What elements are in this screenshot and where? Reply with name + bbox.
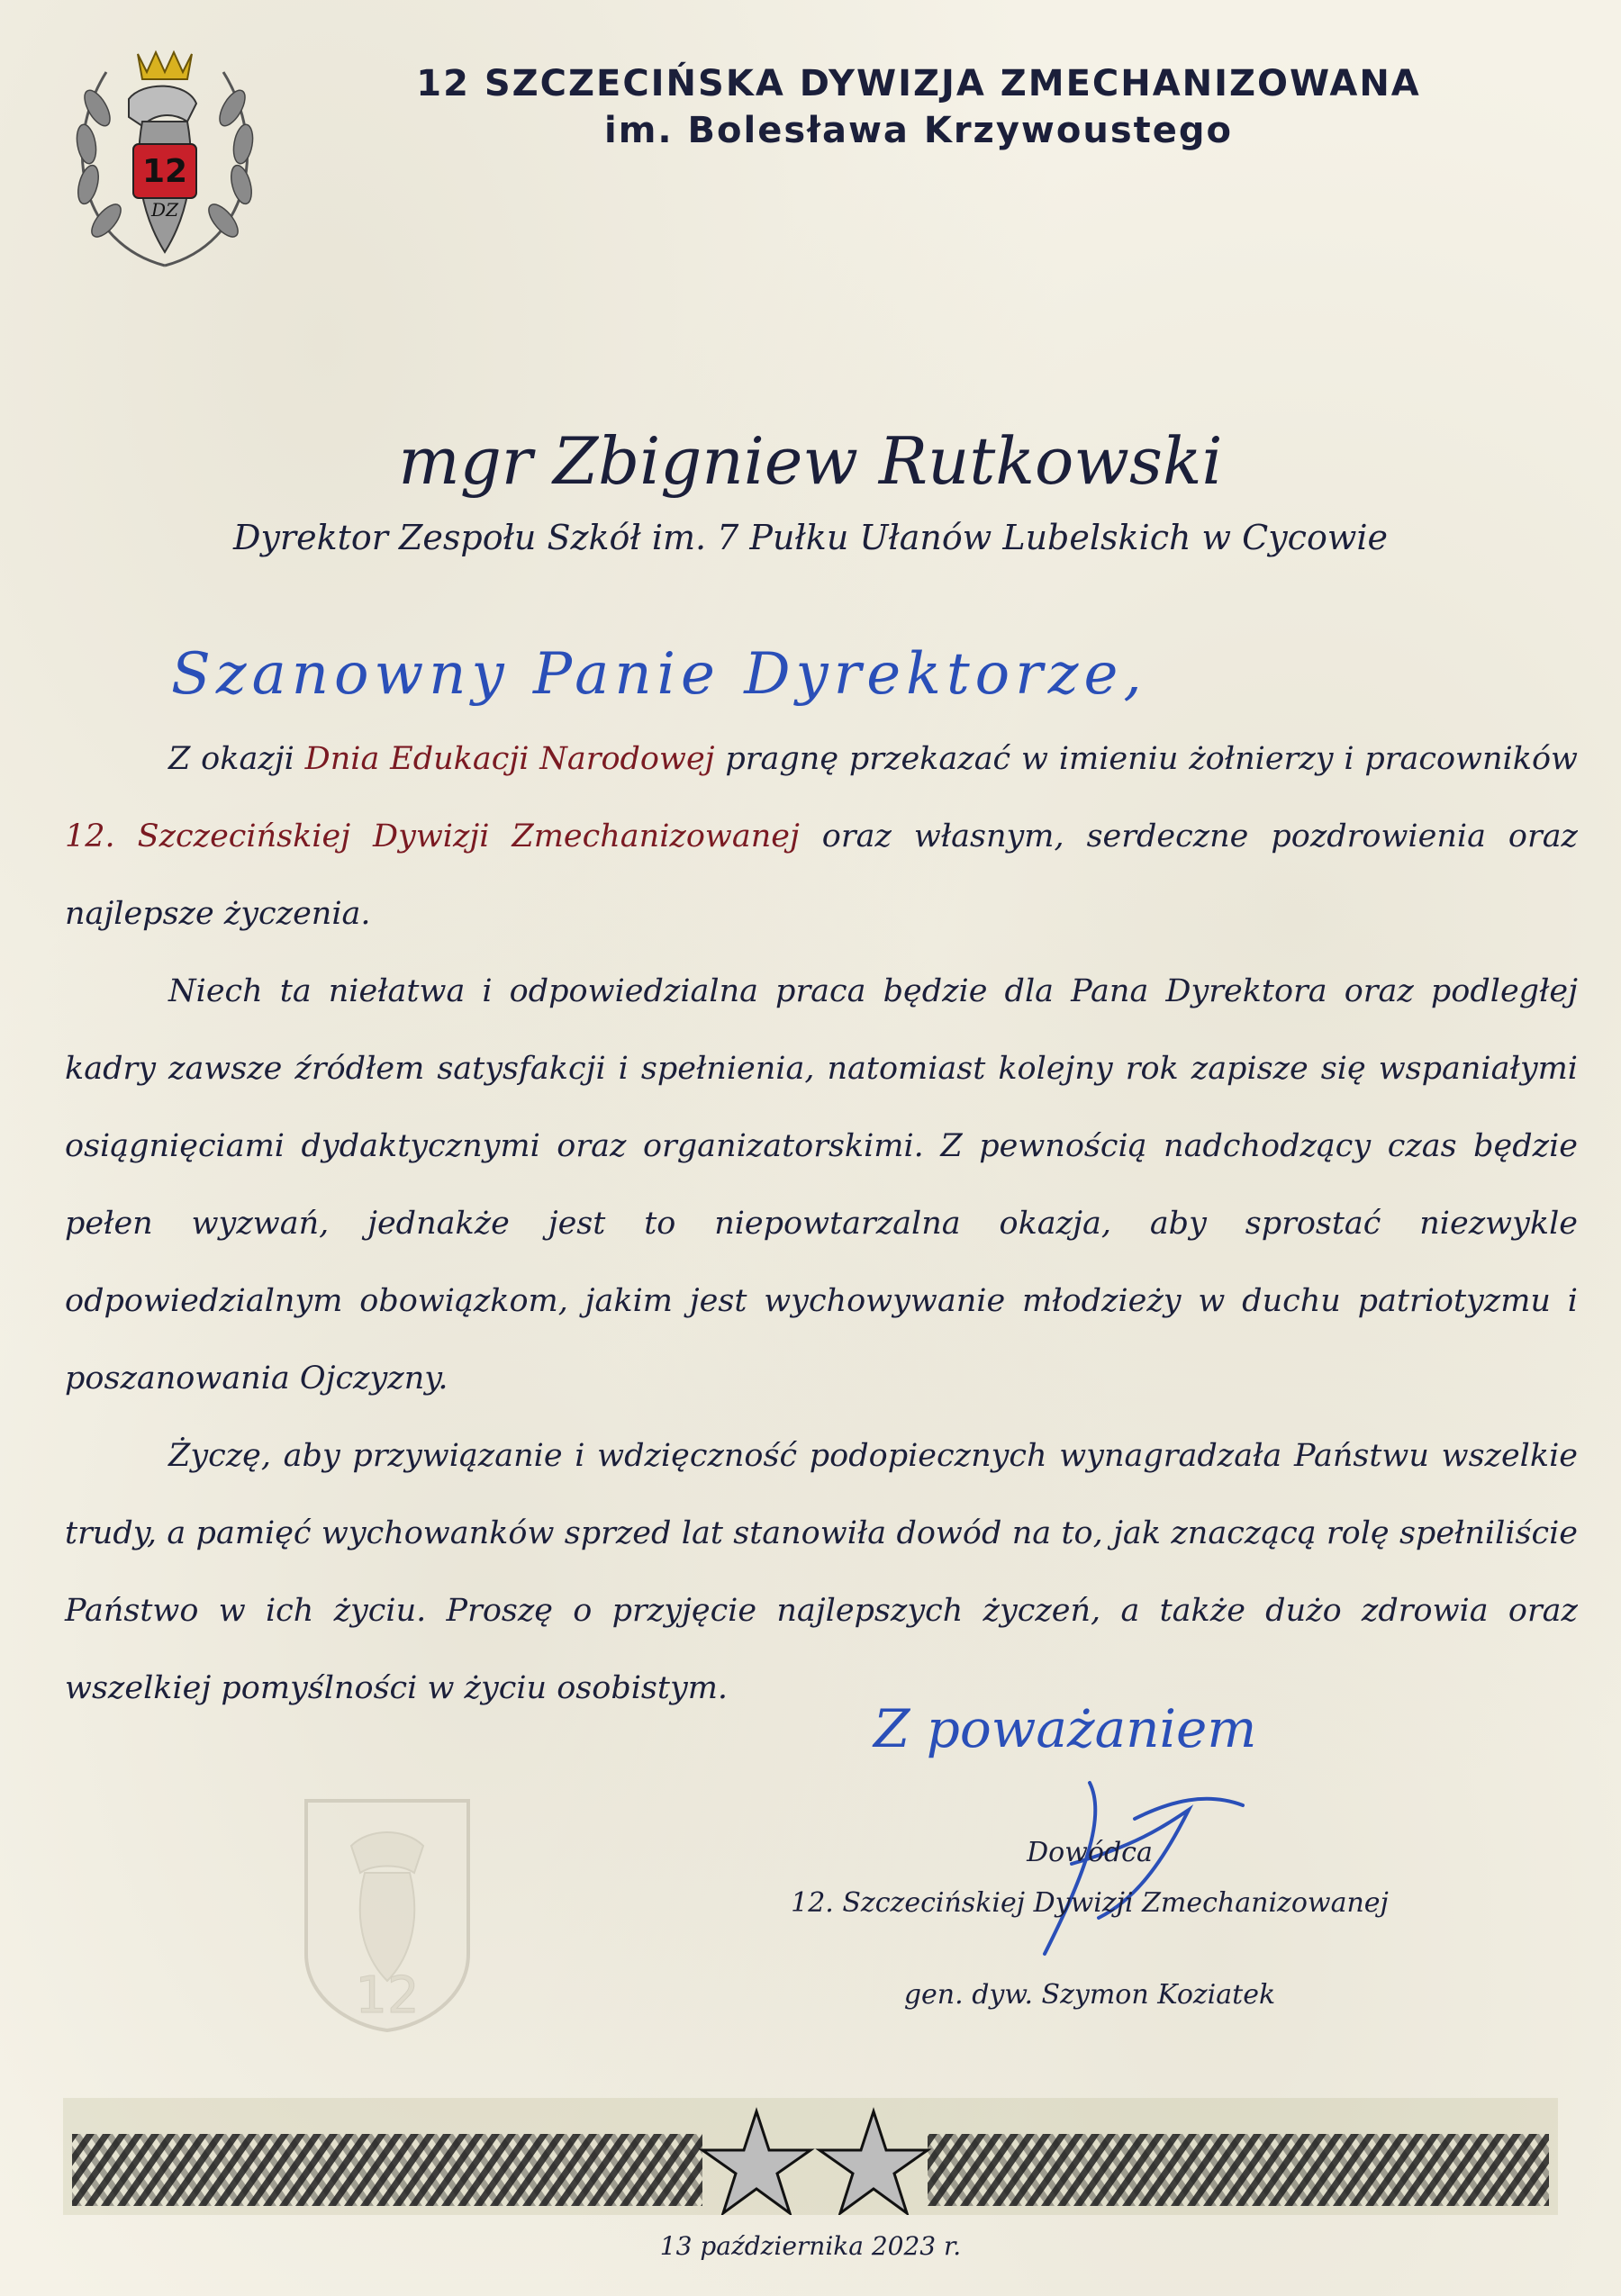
- letter-body: [65, 720, 1578, 1727]
- paragraph-1: Z okazji Dnia Edukacji Narodowej pragnę przekazać w imieniu żołnierzy i pracowników 12. Szczecińskiej Dywizji Zmechanizowanej oraz własnym, serdeczne pozdrowienia oraz najlepsze życzenia.: [65, 741, 1578, 932]
- svg-text:12: 12: [141, 153, 188, 190]
- recipient-name: mgr Zbigniew Rutkowski: [398, 423, 1223, 499]
- letter-date: 13 października 2023 r.: [659, 2231, 962, 2261]
- embossed-seal-icon: [297, 1792, 477, 2035]
- recipient-title: Dyrektor Zespołu Szkół im. 7 Pułku Ułanów Lubelskich w Cycowie: [233, 518, 1388, 557]
- svg-text:DZ: DZ: [151, 199, 178, 221]
- highlight-division: 12. Szczecińskiej Dywizji Zmechanizowanej: [65, 818, 800, 854]
- division-patron: im. Bolesława Krzywoustego: [604, 110, 1233, 151]
- signatory-name: gen. dyw. Szymon Koziatek: [903, 1979, 1276, 2011]
- svg-text:Z poważaniem: Z poważaniem: [874, 1698, 1257, 1759]
- paragraph-2: Niech ta niełatwa i odpowiedzialna praca będzie dla Pana Dyrektora oraz podległej kadry zawsze źródłem satysfakcji i spełnienia, natomiast kolejny rok zapisze się wspaniałymi osiągnięciami dydaktycznymi oraz organizatorskimi. Z pewnością nadchodzący czas będzie pełen wyzwań, jednakże jest to niepowtarzalna okazja, aby sprostać niezwykle odpowiedzialnym obowiązkom, jakim jest wychowywanie młodzieży w duchu patriotyzmu i poszanowania Ojczyzny.: [65, 973, 1578, 1397]
- paragraph-3: Życzę, aby przywiązanie i wdzięczność podopiecznych wynagradzała Państwu wszelkie trudy, a pamięć wychowanków sprzed lat stanowiła dowód na to, jak znaczącą rolę spełniliście Państwo w ich życiu. Proszę o przyjęcie najlepszych życzeń, a także dużo zdrowia oraz wszelkiej pomyślności w życiu osobistym.: [65, 1438, 1578, 1706]
- letterhead: [306, 63, 1531, 151]
- division-name: 12 SZCZECIŃSKA DYWIZJA ZMECHANIZOWANA: [416, 63, 1421, 104]
- handwritten-greeting: [162, 621, 1423, 720]
- footer-ornament: [63, 2098, 1558, 2215]
- signatory-unit: 12. Szczecińskiej Dywizji Zmechanizowanej: [791, 1887, 1389, 1919]
- signatory-role: Dowódca: [1027, 1837, 1153, 1868]
- highlight-holiday: Dnia Edukacji Narodowej: [304, 741, 715, 777]
- svg-text:Szanowny Panie Dyrektorze,: Szanowny Panie Dyrektorze,: [171, 641, 1147, 708]
- signature-block: [738, 1828, 1441, 2020]
- division-emblem-icon: [52, 36, 277, 288]
- svg-text:12: 12: [355, 1966, 420, 2025]
